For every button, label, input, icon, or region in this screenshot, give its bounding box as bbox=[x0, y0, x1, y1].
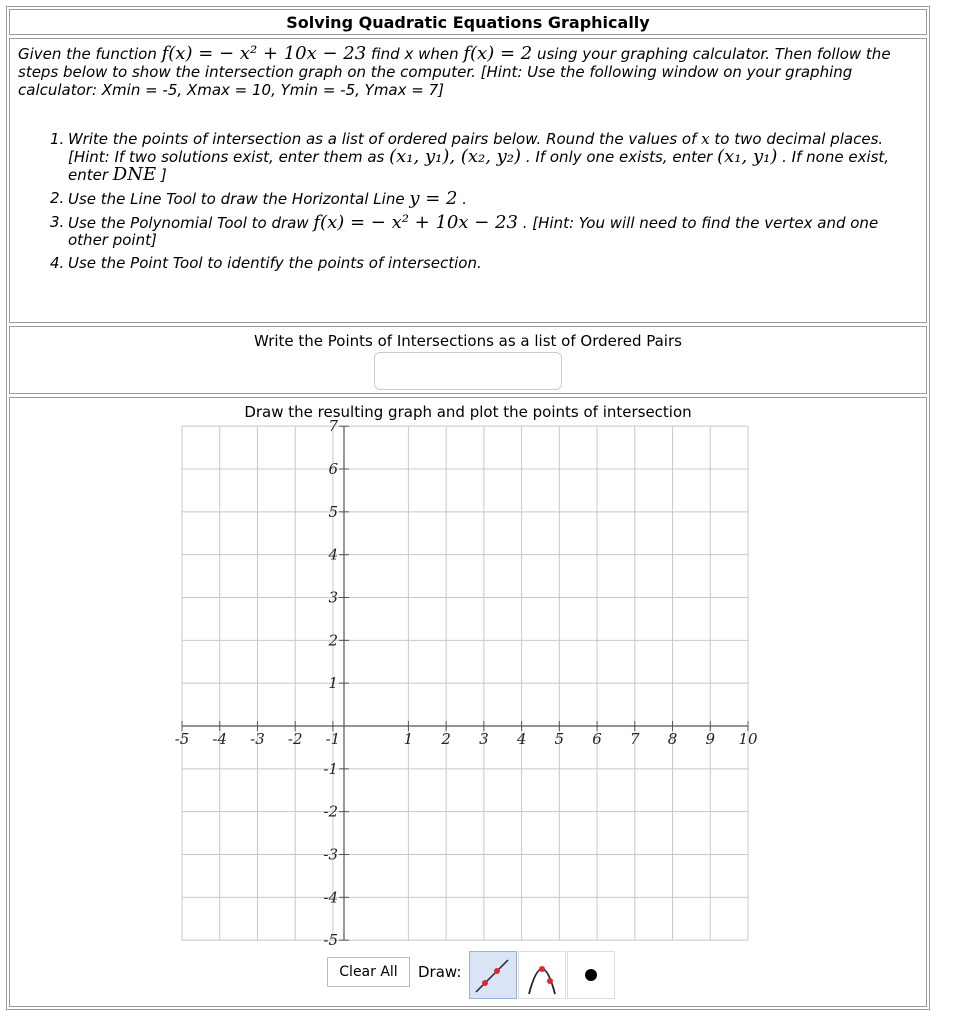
x-tick-label: 1 bbox=[403, 730, 414, 748]
y-tick-label: 6 bbox=[328, 460, 338, 478]
step-item: 2. Use the Line Tool to draw the Horizontal Line y = 2 . bbox=[50, 188, 468, 209]
line-tool-button[interactable] bbox=[469, 951, 517, 999]
line-tool-icon bbox=[470, 952, 516, 998]
given-prefix: Given the function bbox=[18, 45, 162, 63]
graph-canvas[interactable] bbox=[10, 398, 926, 948]
polynomial-tool-button[interactable] bbox=[518, 951, 566, 999]
graph-panel bbox=[9, 397, 927, 1007]
x-tick-label: -5 bbox=[174, 730, 190, 748]
answer-input[interactable] bbox=[374, 352, 562, 390]
y-tick-label: -5 bbox=[323, 931, 338, 948]
y-tick-label: -2 bbox=[323, 802, 338, 821]
x-tick-label: -4 bbox=[212, 730, 228, 748]
answer-label: Write the Points of Intersections as a list of Ordered Pairs bbox=[254, 332, 682, 350]
x-tick-label: 5 bbox=[554, 730, 565, 748]
given-suffix: using your graphing calculator. Then follow the steps below to show the intersection graph on the computer. [Hint: Use the following window on your graphing calculator: Xmin = -5, Xmax = 10, Ymin = -5, Ymax = 7] bbox=[18, 45, 891, 99]
step-item: 4. Use the Point Tool to identify the points of intersection. bbox=[50, 254, 482, 272]
x-tick-label: -3 bbox=[250, 730, 265, 748]
y-tick-label: -4 bbox=[323, 888, 338, 907]
clear-all-button[interactable]: Clear All bbox=[327, 957, 410, 987]
y-tick-label: 7 bbox=[328, 417, 338, 436]
function-expression: f(x) = − x² + 10x − 23 bbox=[161, 43, 367, 64]
y-tick-label: 2 bbox=[328, 631, 338, 650]
y-tick-label: 1 bbox=[328, 674, 338, 693]
given-statement bbox=[18, 45, 914, 99]
y-tick-label: -1 bbox=[323, 759, 338, 778]
x-tick-label: 8 bbox=[667, 730, 678, 748]
x-tick-label: 10 bbox=[738, 730, 758, 748]
y-tick-label: -3 bbox=[323, 845, 338, 864]
parabola-tool-icon bbox=[519, 952, 565, 998]
x-tick-label: -1 bbox=[325, 730, 341, 748]
y-tick-label: 3 bbox=[328, 588, 338, 607]
condition-expression: f(x) = 2 bbox=[463, 43, 533, 64]
graph-title: Draw the resulting graph and plot the points of intersection bbox=[244, 403, 692, 421]
point-tool-icon bbox=[568, 952, 614, 998]
point-tool-button[interactable] bbox=[567, 951, 615, 999]
x-tick-label: 6 bbox=[592, 730, 602, 748]
x-tick-label: 9 bbox=[705, 730, 716, 748]
x-tick-label: 2 bbox=[441, 730, 451, 748]
y-tick-label: 4 bbox=[328, 545, 338, 564]
find-text: find x when bbox=[366, 45, 464, 63]
x-tick-label: 7 bbox=[630, 730, 640, 748]
instructions-panel bbox=[9, 38, 927, 323]
x-tick-label: 3 bbox=[479, 730, 489, 748]
y-tick-label: 5 bbox=[328, 502, 338, 521]
answer-panel bbox=[9, 326, 927, 394]
page-title: Solving Quadratic Equations Graphically bbox=[9, 9, 927, 35]
steps-list bbox=[50, 131, 916, 272]
step-item: 1. Write the points of intersection as a list of ordered pairs below. Round the values of x to two decimal places. [Hint: If two solutions exist, enter them as (x₁, y₁), (x₂, y₂) . If only one exists, enter (x₁, y₁) . If none exist, enter DNE ] bbox=[50, 130, 890, 185]
x-tick-label: -2 bbox=[287, 730, 303, 748]
x-tick-label: 4 bbox=[516, 730, 527, 748]
draw-label: Draw: bbox=[418, 963, 462, 981]
step-item: 3. Use the Polynomial Tool to draw f(x) = − x² + 10x − 23 . [Hint: You will need to find the vertex and one other point] bbox=[50, 212, 879, 249]
